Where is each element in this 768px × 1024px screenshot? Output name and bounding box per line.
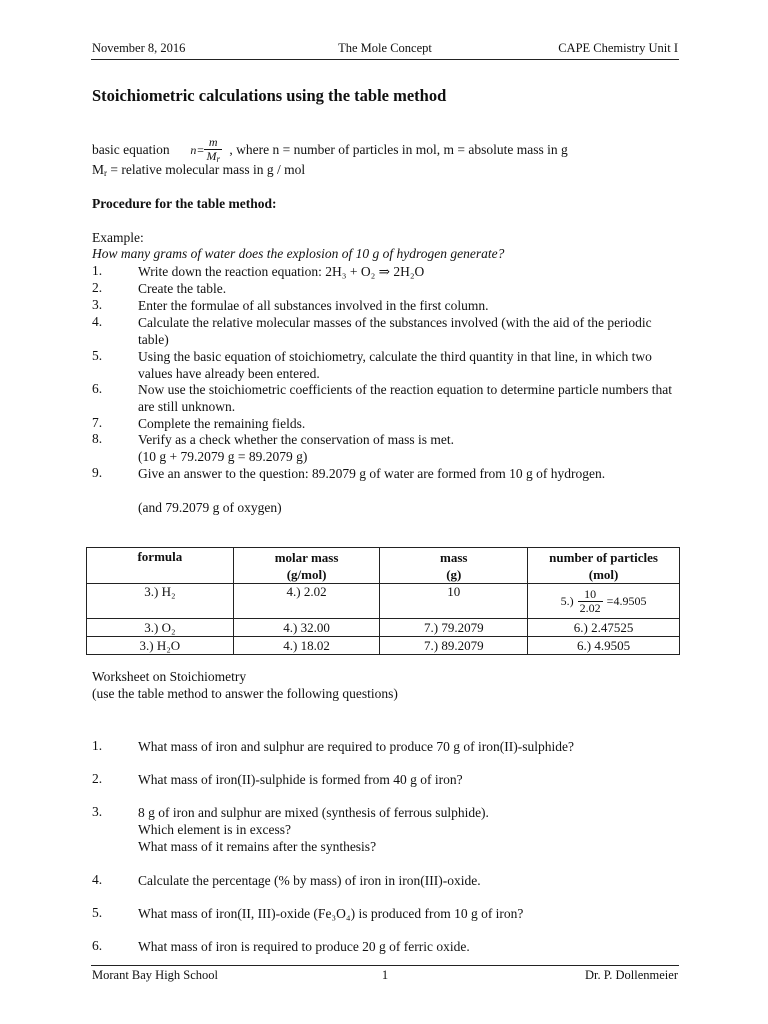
question-text: What mass of iron(II)-sulphide is formed from 40 g of iron? — [138, 772, 463, 787]
table-cell: 6.) 2.47525 — [528, 619, 680, 637]
equation-numerator: m — [204, 136, 222, 150]
table-header: mass (g) — [380, 548, 528, 584]
step-text-continuation: (10 g + 79.2079 g = 89.2079 g) — [138, 449, 308, 464]
table-row — [87, 584, 680, 619]
worksheet-title: Worksheet on Stoichiometry — [92, 669, 247, 684]
table-cell: 4.) 2.02 — [233, 584, 380, 619]
frac-prefix: 5.) — [560, 594, 574, 608]
question-text: Calculate the percentage (% by mass) of iron in iron(III)-oxide. — [138, 873, 481, 888]
table-cell: 4.) 18.02 — [233, 637, 380, 655]
table-cell: 3.) O₂ — [87, 619, 234, 637]
page-title: Stoichiometric calculations using the table method — [92, 86, 447, 105]
step-text: Now use the stoichiometric coefficients of the reaction equation to determine particle numbers that are still unknown. — [138, 382, 672, 414]
question-number: 5. — [92, 905, 103, 920]
step-text: Calculate the relative molecular masses of the substances involved (with the aid of the periodic table) — [138, 315, 652, 347]
table-cell: 4.) 32.00 — [233, 619, 380, 637]
table-row — [87, 637, 680, 655]
frac-denominator: 2.02 — [579, 600, 601, 615]
table-cell: 6.) 4.9505 — [528, 637, 680, 655]
question-text: What mass of iron is required to produce 20 g of ferric oxide. — [138, 939, 470, 954]
mr-definition — [92, 162, 305, 178]
footer-school: Morant Bay High School — [92, 968, 219, 982]
step-number: 6. — [92, 381, 103, 396]
frac-numerator: 10 — [578, 588, 603, 602]
footer-rule — [91, 965, 679, 966]
step-number: 9. — [92, 465, 103, 480]
example-question: How many grams of water does the explosion of 10 g of hydrogen generate? — [92, 246, 505, 261]
step-text-continuation: (and 79.2079 g of oxygen) — [138, 500, 282, 515]
question-number: 6. — [92, 938, 103, 953]
equation-denominator-sub: r — [216, 154, 220, 164]
footer-author: Dr. P. Dollenmeier — [584, 968, 678, 982]
step-number: 1. — [92, 263, 103, 278]
equation-denominator: M — [206, 149, 217, 163]
page-header — [92, 41, 678, 57]
table-header-row — [87, 548, 680, 584]
step-number: 4. — [92, 314, 103, 329]
step-text: Give an answer to the question: 89.2079 g of water are formed from 10 g of hydrogen. — [138, 466, 606, 481]
step-number: 3. — [92, 297, 103, 312]
step-text: Complete the remaining fields. — [138, 416, 306, 431]
question-text: Which element is in excess? — [138, 822, 291, 837]
frac-result: =4.9505 — [606, 594, 647, 608]
step-text: Enter the formulae of all substances involved in the first column. — [138, 298, 489, 313]
header-rule — [91, 59, 679, 60]
step-number: 7. — [92, 415, 103, 430]
procedure-heading: Procedure for the table method: — [92, 196, 277, 211]
table-row — [87, 619, 680, 637]
question-text: 8 g of iron and sulphur are mixed (synthesis of ferrous sulphide). — [138, 805, 489, 820]
table-header: formula — [87, 548, 234, 584]
table-cell: 7.) 79.2079 — [380, 619, 528, 637]
step-number: 2. — [92, 280, 103, 295]
step-number: 8. — [92, 431, 103, 446]
step-text: Create the table. — [138, 281, 227, 296]
header-topic: The Mole Concept — [338, 41, 432, 55]
question-text: What mass of it remains after the synthesis? — [138, 839, 377, 854]
question-number: 4. — [92, 872, 103, 887]
question-number: 1. — [92, 738, 103, 753]
mr-sub: r — [104, 168, 108, 178]
page-number: 1 — [381, 968, 389, 982]
step-text: Verify as a check whether the conservation of mass is met. — [138, 432, 455, 447]
stoichiometry-table — [86, 547, 680, 655]
table-cell: 7.) 89.2079 — [380, 637, 528, 655]
equation-lhs: n= — [190, 143, 205, 158]
basic-equation-label: basic equation — [92, 142, 170, 158]
table-header: number of particles (mol) — [528, 548, 680, 584]
header-date: November 8, 2016 — [92, 41, 186, 55]
step-text: Write down the reaction equation: 2H₃ + O₂ ⇒ 2H₂O — [138, 264, 425, 279]
question-text: What mass of iron and sulphur are required to produce 70 g of iron(II)-sulphide? — [138, 739, 574, 754]
step-number: 5. — [92, 348, 103, 363]
example-label: Example: — [92, 230, 144, 245]
worksheet-subtitle: (use the table method to answer the following questions) — [92, 686, 398, 701]
particles-fraction — [561, 588, 647, 615]
table-cell: 10 — [380, 584, 528, 619]
table-cell — [528, 584, 680, 619]
equation-description: , where n = number of particles in mol, m = absolute mass in g — [229, 142, 568, 158]
mr-text: = relative molecular mass in g / mol — [107, 162, 306, 177]
question-number: 2. — [92, 771, 103, 786]
table-header: molar mass (g/mol) — [233, 548, 380, 584]
question-text: What mass of iron(II, III)-oxide (Fe₃O₄) is produced from 10 g of iron? — [138, 906, 524, 921]
header-course: CAPE Chemistry Unit I — [558, 41, 678, 55]
step-text: Using the basic equation of stoichiometry, calculate the third quantity in that line, in which two values have already been entered. — [138, 349, 652, 381]
page-footer — [92, 968, 678, 984]
question-number: 3. — [92, 804, 103, 819]
table-cell: 3.) H₂ — [87, 584, 234, 619]
mr-symbol: M — [92, 162, 105, 177]
table-cell: 3.) H₂O — [87, 637, 234, 655]
